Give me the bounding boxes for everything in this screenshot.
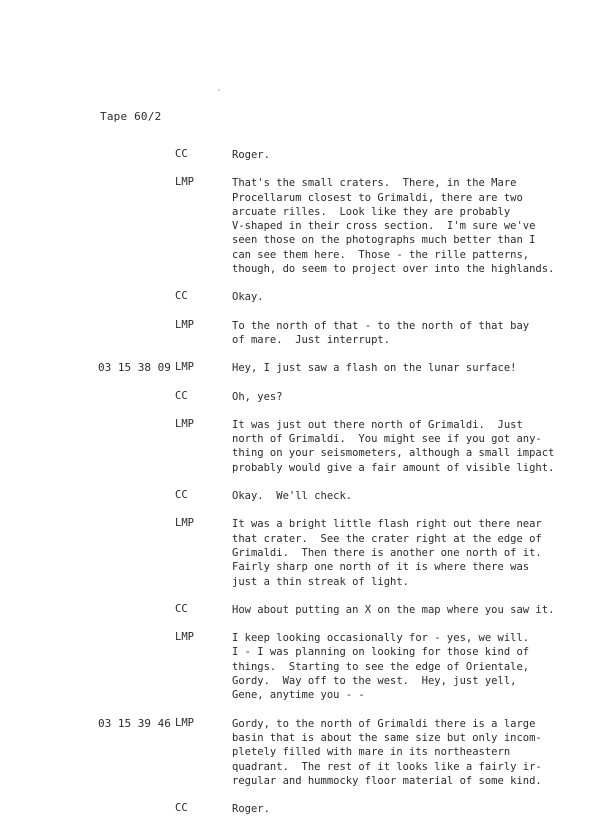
transcript-entry <box>0 517 616 588</box>
transcript-entry <box>0 148 616 162</box>
transcript-entry <box>0 290 616 304</box>
entry-speaker: CC <box>175 290 188 303</box>
transcript-entry <box>0 603 616 617</box>
entry-text: That's the small craters. There, in the Mare Procellarum closest to Grimaldi, there are two arcuate rilles. Look like they are probably V-shaped in their cross section. I'm sure we've seen those on the photographs much better than I can see them here. Those - the rille patterns, though, do seem to project over into the highlands. <box>232 177 555 276</box>
entry-text: Oh, yes? <box>232 390 283 403</box>
entry-text: Roger. <box>232 149 270 161</box>
entry-text: Okay. <box>232 291 264 304</box>
entry-speaker: LMP <box>175 417 194 430</box>
entry-text: Roger. <box>232 803 270 816</box>
entry-speaker: CC <box>175 489 188 502</box>
transcript-entries <box>0 148 616 830</box>
transcript-entry <box>0 802 616 816</box>
transcript-entry <box>0 631 616 702</box>
entry-text: How about putting an X on the map where you saw it. <box>232 603 555 616</box>
entry-speaker: CC <box>175 148 188 160</box>
transcript-entry <box>0 361 616 375</box>
transcript-entry <box>0 489 616 503</box>
paper-speck <box>218 89 220 91</box>
entry-speaker: LMP <box>175 517 194 530</box>
entry-speaker: LMP <box>175 361 194 374</box>
entry-timestamp: 03 15 38 09 <box>98 361 171 375</box>
entry-speaker: LMP <box>175 631 194 644</box>
entry-text: Okay. We'll check. <box>232 490 353 503</box>
entry-text: It was just out there north of Grimaldi. Just north of Grimaldi. You might see if you got any- thing on your seismometers, although a small impact probably would give a fair amount of visible light. <box>232 418 555 474</box>
entry-speaker: LMP <box>175 716 194 729</box>
entry-speaker: CC <box>175 389 188 402</box>
entry-text: To the north of that - to the north of that bay of mare. Just interrupt. <box>232 319 530 346</box>
entry-speaker: LMP <box>175 176 194 189</box>
tape-label: Tape 60/2 <box>100 110 162 123</box>
transcript-entry <box>0 390 616 404</box>
transcript-entry <box>0 319 616 348</box>
transcript-entry <box>0 176 616 276</box>
entry-text: Gordy, to the north of Grimaldi there is a large basin that is about the same size but only incom- pletely filled with mare in its northeastern quadrant. The rest of it looks like a fairly ir- regular and hummocky floor material of some kind. <box>232 717 542 787</box>
entry-text: I keep looking occasionally for - yes, we will. I - I was planning on looking for those kind of things. Starting to see the edge of Orientale, Gordy. Way off to the west. Hey, just yell, Gene, anytime you - - <box>232 632 530 702</box>
entry-speaker: LMP <box>175 318 194 331</box>
entry-speaker: CC <box>175 602 188 615</box>
entry-text: It was a bright little flash right out there near that crater. See the crater right at the edge of Grimaldi. Then there is another one north of it. Fairly sharp one north of it is where there was just a thin streak of light. <box>232 518 542 588</box>
entry-speaker: CC <box>175 802 188 815</box>
entry-timestamp: 03 15 39 46 <box>98 716 171 730</box>
transcript-entry <box>0 717 616 788</box>
entry-text: Hey, I just saw a flash on the lunar surface! <box>232 362 517 375</box>
transcript-entry <box>0 418 616 475</box>
